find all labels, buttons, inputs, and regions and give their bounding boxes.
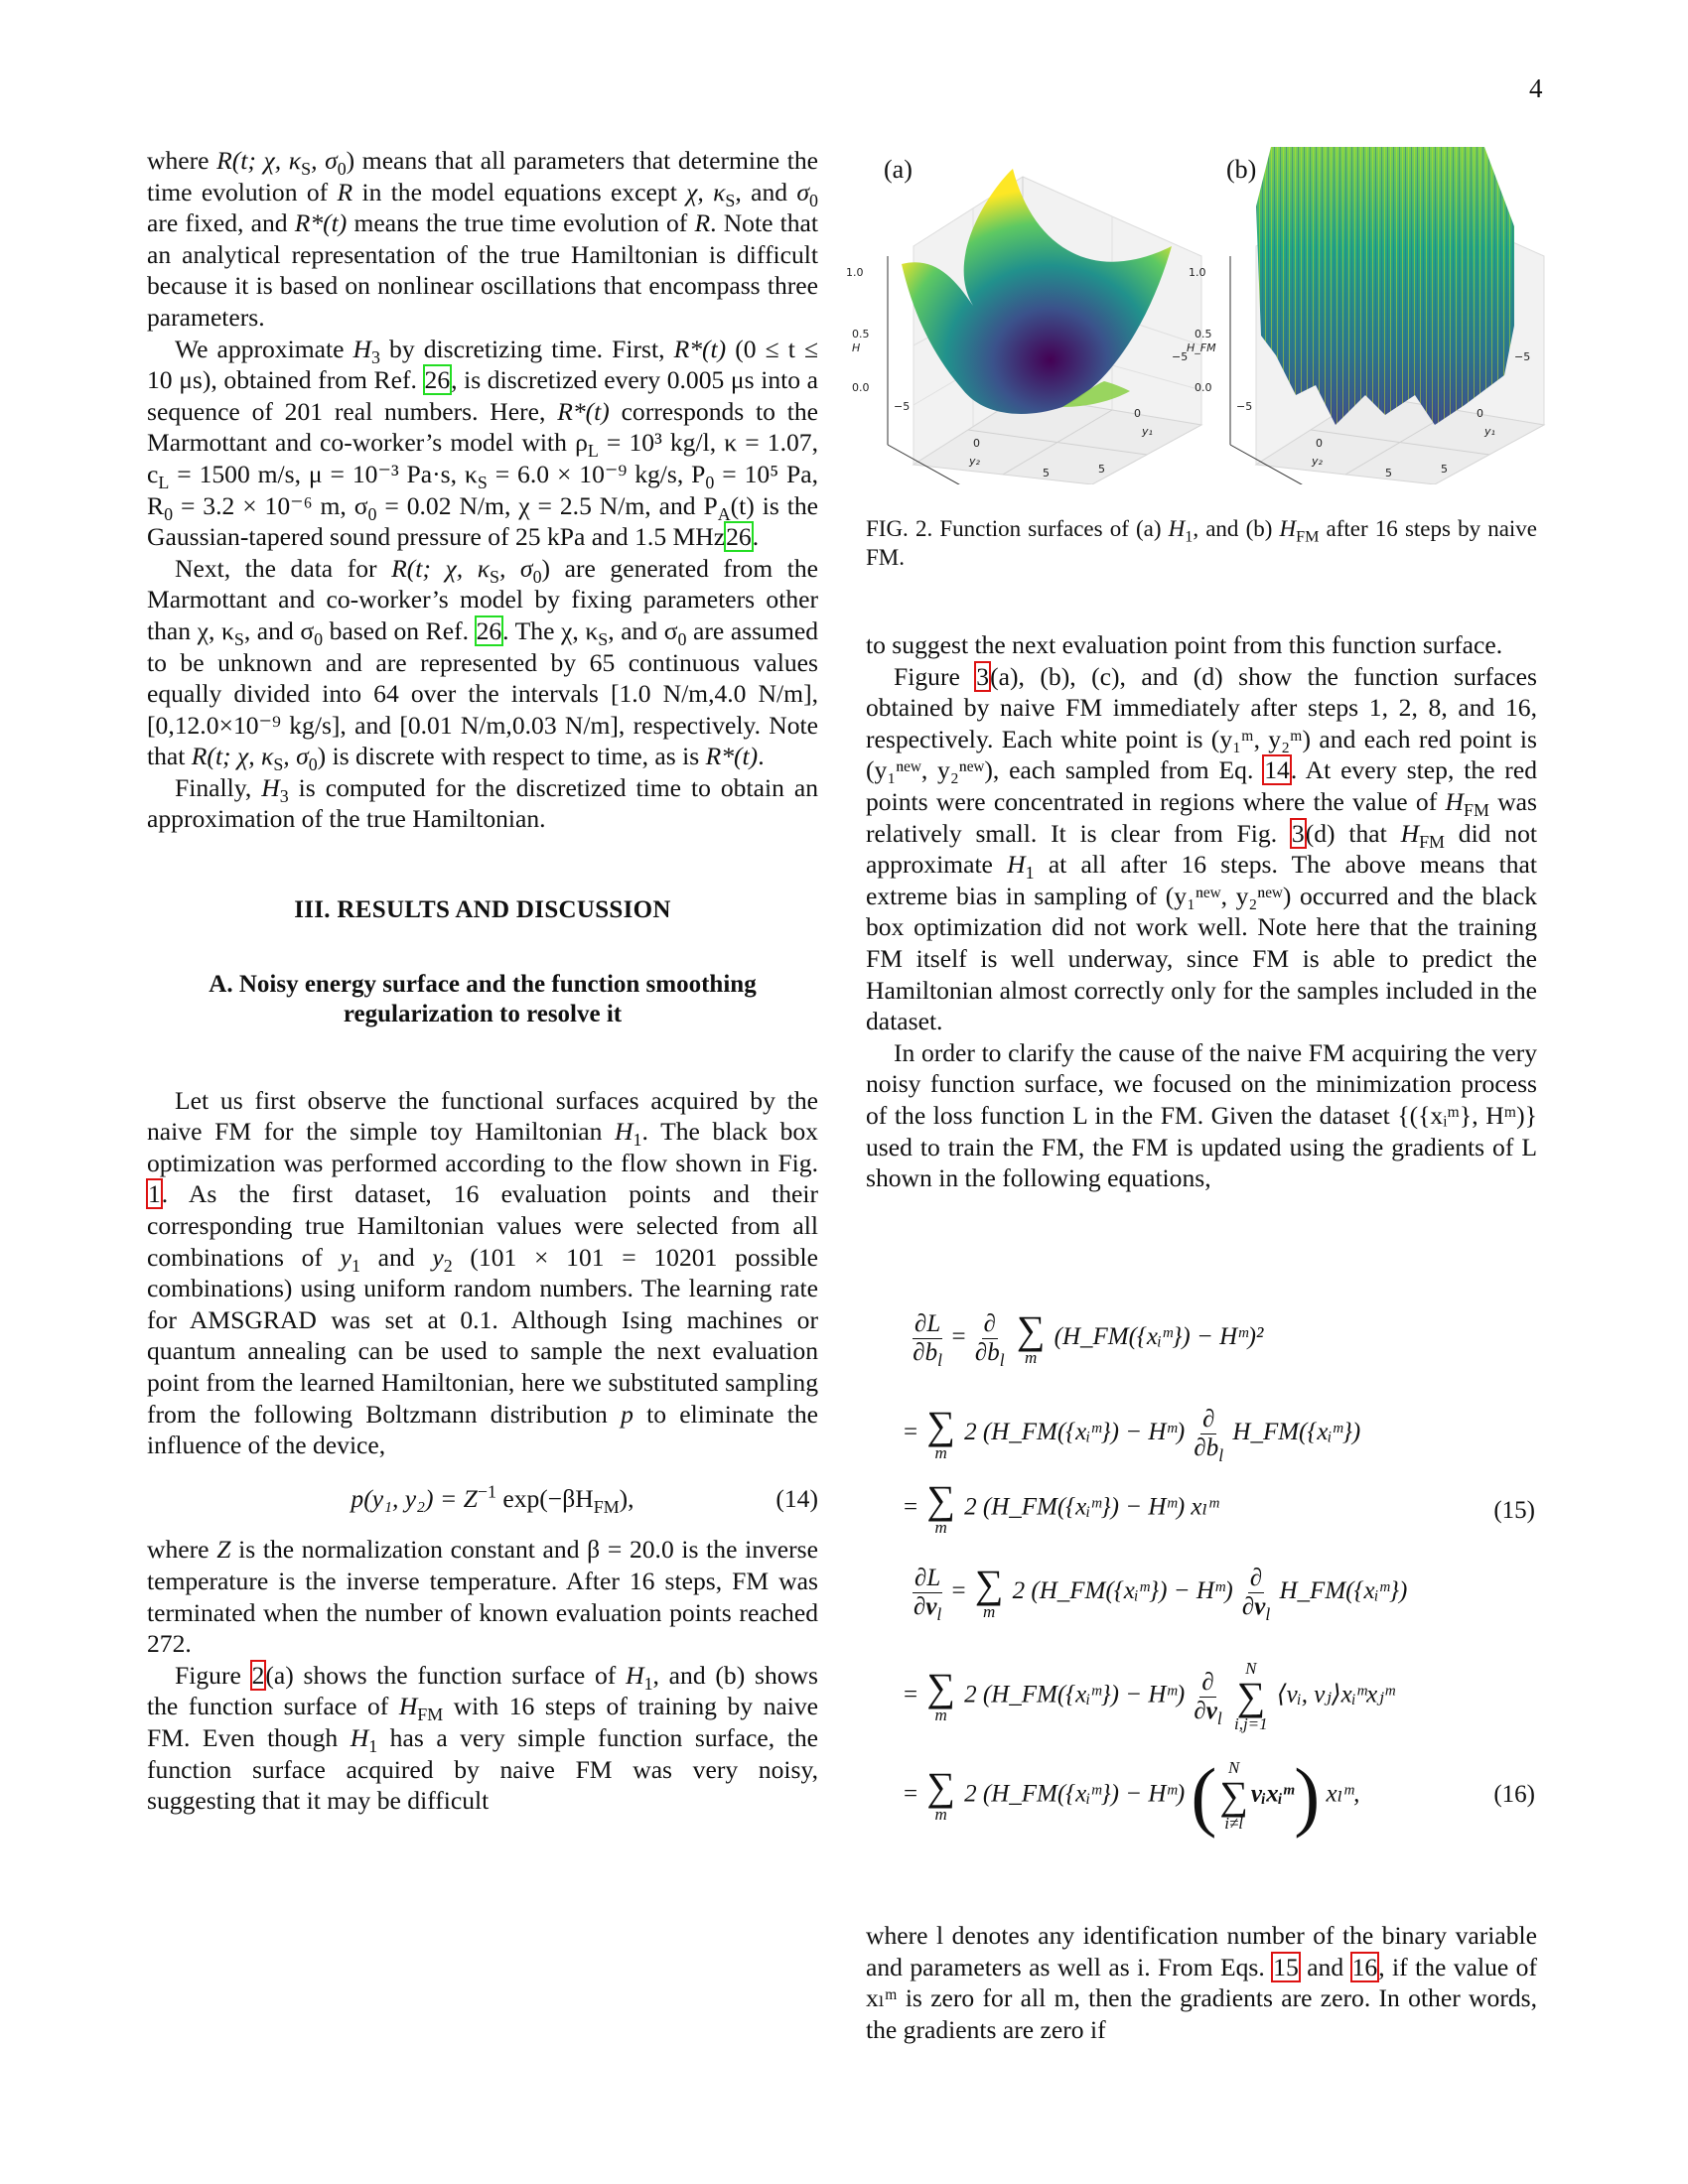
equation-15-line-1: $\frac{\partial L}{\partial b_l}$ = $\frac{\partial}{\partial b_l}$ ∑ m (H_FM({xᵢᵐ}) − Hᵐ)² (913, 1306, 1264, 1370)
equation-15-line-2: = ∑ m 2 (H_FM({xᵢᵐ}) − Hᵐ) $\frac{\partial}{\partial b_l}$ H_FM({xᵢᵐ}) (904, 1402, 1361, 1465)
paragraph-figure3-discussion: Figure 3(a), (b), (c), and (d) show the function surfaces obtained by naive FM immediately after steps 1, 2, 8, and 16, respectively. Each white point is (y₁ᵐ, y₂ᵐ) and each red point is (y₁ⁿᵉʷ, y₂ⁿᵉʷ), each sampled from Eq. 14. At every step, the red points were concentrated in regions where the value of $H_{FM}$ was relatively small. It is clear from Fig. 3(d) that $H_{FM}$ did not approximate $H_1$ at all after 16 steps. The above means that extreme bias in sampling of (y₁ⁿᵉʷ, y₂ⁿᵉʷ) occurred and the black box optimization did not work well. Note here that the training FM itself is well underway, since FM is able to predict the Hamiltonian almost correctly only for the samples included in the dataset. (866, 661, 1537, 1036)
equation-link[interactable]: 14 (1264, 755, 1290, 785)
figure-2-caption: FIG. 2. Function surfaces of (a) $H_1$, and (b) $H_{FM}$ after 16 steps by naive FM. (866, 516, 1538, 570)
paragraph-discretization: We approximate $H_3$ by discretizing time. First, R*(t) (0 ≤ t ≤ 10 μs), obtained from Ref. 26, is discretized every 0.005 μs into a sequence of 201 real numbers. Here, R*(t) corresponds to the Marmottant and co-worker’s model with $\rho_L = 10^3$ kg/l, κ = 1.07, $c_L = 1500$ m/s, μ = 10⁻³ Pa·s, $\kappa_S = 6.0 \times 10^{-9}$ kg/s, $P_0 = 10^5$ Pa, $R_0 = 3.2 \times 10^{-6}$ m, $\sigma_0 = 0.02$ N/m, χ = 2.5 N/m, and $P_A(t)$ is the Gaussian-tapered sound pressure of 25 kPa and 1.5 MHz26. (147, 334, 819, 552)
equations-15-16 (874, 1306, 1549, 1846)
equation-14: p(y₁, $y_2) = Z^{-1}$ $\exp(-\beta H_{FM})$, (14) (351, 1481, 818, 1517)
subsection-heading: A. Noisy energy surface and the function smoothing regularization to resolve it (209, 970, 757, 1027)
right-column (866, 629, 1537, 1194)
y1-axis-label: y₁ (1484, 425, 1495, 438)
figure-link[interactable]: 3 (1291, 818, 1305, 848)
left-column (147, 145, 818, 1817)
equation-number-16: (16) (1493, 1781, 1535, 1808)
citation-link[interactable]: 26 (476, 615, 502, 645)
equation-link[interactable]: 15 (1273, 1952, 1299, 1981)
panel-label-b: (b) (1226, 155, 1257, 184)
y1-axis-label: y₁ (1142, 425, 1153, 438)
paragraph-normalization: where Z is the normalization constant and β = 20.0 is the inverse temperature is the inverse temperature. After 16 steps, FM was terminated when the number of known evaluation points reached 272. (147, 1535, 818, 1659)
paragraph-parameters: where R(t; χ, $\kappa_S$, $\sigma_0$) means that all parameters that determine the time evolution of R in the model equations except χ, $\kappa_S$, and $\sigma_0$ are fixed, and R*(t) means the true time evolution of R. Note that an analytical representation of the true Hamiltonian is difficult because it is based on nonlinear oscillations that encompass three parameters. (147, 146, 819, 332)
equation-16-line-2: = ∑ m 2 (H_FM({xᵢᵐ}) − Hᵐ) $\frac{\partial}{\partial v_l}$ N ∑ i,j=1 ⟨vᵢ, vⱼ⟩xᵢᵐxⱼᵐ (904, 1659, 1395, 1733)
figure-link[interactable]: 3 (976, 661, 990, 691)
citation-link[interactable]: 26 (424, 365, 451, 395)
paragraph-gradient-zero: where l denotes any identification number of the binary variable and parameters as well as i. From Eqs. 15 and 16, if the value of xₗᵐ is zero for all m, then the gradients are zero. In other words, the gradients are zero if (866, 1921, 1537, 2044)
panel-label-a: (a) (884, 155, 913, 184)
paragraph-figure2-discussion: Figure 2(a) shows the function surface of $H_1$, and (b) shows the function surface of $H_{FM}$ with 16 steps of training by naive FM. Even though $H_1$ has a very simple function surface, the function surface acquired by naive FM was very noisy, suggesting that it may be difficult (147, 1660, 818, 1816)
figure-panel-b: (b) 1.0 0.5 0.0 H_FM −5 0 5 y₂ −5 0 5 y₁ (1216, 147, 1549, 484)
equation-16-line-3: = ∑ m 2 (H_FM({xᵢᵐ}) − Hᵐ) ( N ∑ i≠l vᵢxᵢᵐ) xₗᵐ, (904, 1752, 1360, 1839)
right-column-bottom (866, 1920, 1537, 2045)
citation-link[interactable]: 26 (726, 522, 752, 552)
equation-number: (14) (775, 1483, 818, 1513)
equation-number-15: (15) (1493, 1497, 1535, 1524)
figure-2 (846, 147, 1549, 484)
equation-16-line-1: $\frac{\partial L}{\partial v_l}$ = ∑ m 2 (H_FM({xᵢᵐ}) − Hᵐ) $\frac{\partial}{\partial v_l}$ H_FM({xᵢᵐ}) (913, 1561, 1408, 1624)
paragraph-final: Finally, $H_3$ is computed for the discretized time to obtain an approximation of the true Hamiltonian. (147, 772, 818, 834)
y2-axis-label: y₂ (969, 455, 980, 468)
paragraph-toy-hamiltonian: Let us first observe the functional surfaces acquired by the naive FM for the simple toy Hamiltonian $H_1$. The black box optimization was performed according to the flow shown in Fig. 1. As the first dataset, 16 evaluation points and their corresponding true Hamiltonian values were selected from all combinations of $y_1$ and $y_2$ (101 × 101 = 10201 possible combinations) using uniform random numbers. The learning rate for AMSGRAD was set at 0.1. Although Ising machines or quantum annealing can be used to sample the next evaluation point from the learned Hamiltonian, here we substituted sampling from the following Boltzmann distribution p to eliminate the influence of the device, (147, 1085, 818, 1460)
figure-link[interactable]: 1 (148, 1179, 161, 1209)
surface-plot-hfm (1216, 147, 1549, 484)
paragraph-data-generation: Next, the data for R(t; χ, $\kappa_S$, $\sigma_0$) are generated from the Marmottant and co-worker’s model by fixing parameters other than χ, $\kappa_S$, and $\sigma_0$ based on Ref. 26. The χ, $\kappa_S$, and $\sigma_0$ are assumed to be unknown and are represented by 65 continuous values equally divided into 64 over the intervals [1.0 N/m,4.0 N/m], [0,12.0×10⁻⁹ kg/s], and [0.01 N/m,0.03 N/m], respectively. Note that R(t; χ, $\kappa_S$, $\sigma_0$) is discrete with respect to time, as is R*(t). (147, 553, 819, 775)
z-axis-label: H (852, 341, 861, 354)
equation-15-line-3: = ∑ m 2 (H_FM({xᵢᵐ}) − Hᵐ) xₗᵐ (904, 1477, 1218, 1537)
y2-axis-label: y₂ (1312, 455, 1323, 468)
paragraph-continuation: to suggest the next evaluation point from this function surface. (866, 630, 1503, 659)
section-heading: III. RESULTS AND DISCUSSION (294, 896, 671, 924)
surface-plot-h1 (874, 147, 1206, 484)
equation-link[interactable]: 16 (1351, 1952, 1378, 1981)
figure-link[interactable]: 2 (251, 1660, 265, 1690)
z-axis-label: H_FM (1187, 341, 1216, 354)
figure-panel-a: (a) 1.0 0.5 0.0 H −5 0 5 y₂ −5 0 5 y₁ (874, 147, 1206, 484)
page-number: 4 (1529, 73, 1543, 103)
paragraph-loss-gradients: In order to clarify the cause of the naive FM acquiring the very noisy function surface, we focused on the minimization process of the loss function L in the FM. Given the dataset {({xᵢᵐ}, Hᵐ)} used to train the FM, the FM is updated using the gradients of L shown in the following equations, (866, 1037, 1537, 1193)
